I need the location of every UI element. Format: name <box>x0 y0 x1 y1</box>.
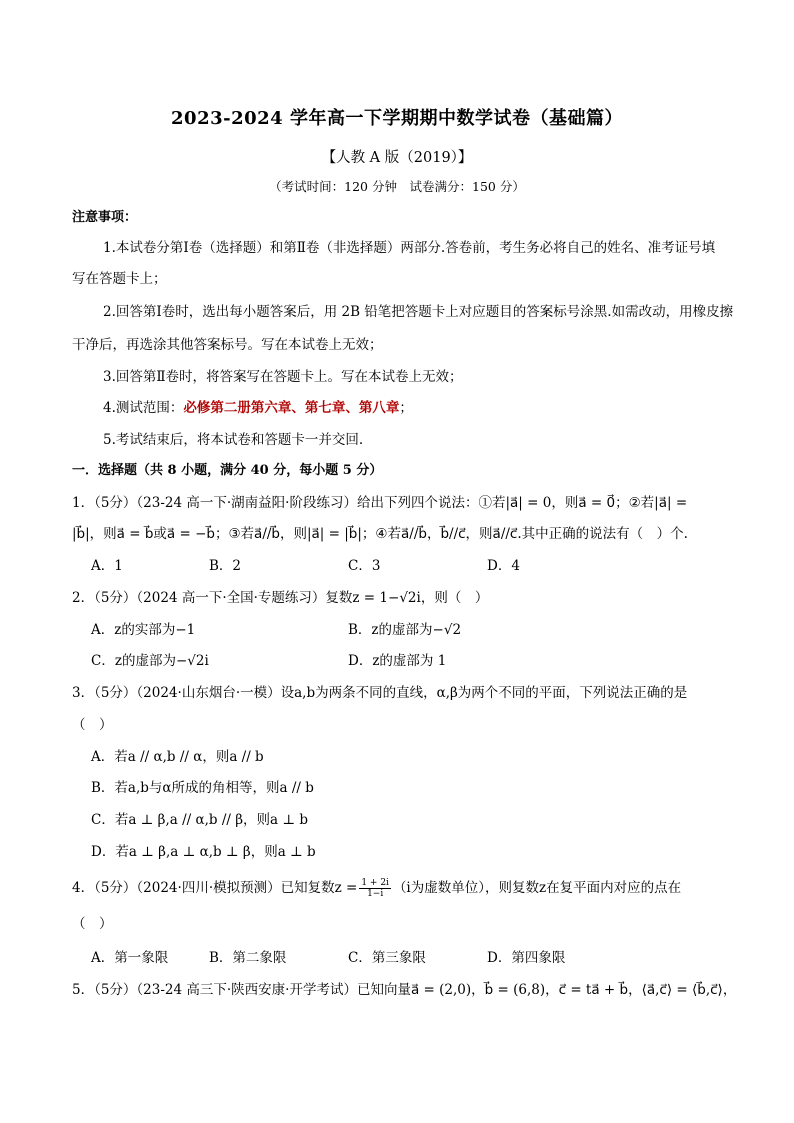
q4-line-1 <box>72 878 681 899</box>
note-1-line-1: 1.本试卷分第Ⅰ卷（选择题）和第Ⅱ卷（非选择题）两部分.答卷前，考生务必将自己的姓名、准考证号填 <box>103 240 716 256</box>
q4-suffix: （i为虚数单位），则复数z在复平面内对应的点在 <box>392 880 682 896</box>
section-1-heading: 一．选择题（共 8 小题，满分 40 分，每小题 5 分） <box>72 463 383 478</box>
q4-fraction-denominator: 1−i <box>367 889 384 899</box>
q3-option-a: A．若a // α,b // α，则a // b <box>91 749 264 765</box>
q4-option-b: B．第二象限 <box>209 950 287 966</box>
note-4 <box>103 398 413 418</box>
q4-option-a: A．第一象限 <box>91 950 169 966</box>
q3-line-1: 3．（5分）（2024·山东烟台·一模）设a,b为两条不同的直线，α,β为两个不同的平面，下列说法正确的是 <box>72 685 688 701</box>
q4-fraction-numerator: 1 + 2i <box>361 878 389 888</box>
exam-meta: （考试时间：120 分钟 试卷满分：150 分） <box>269 179 525 194</box>
q2-option-c: C．z的虚部为−√2i <box>91 653 209 669</box>
note-5: 5.考试结束后，将本试卷和答题卡一并交回. <box>103 432 364 448</box>
q2-option-a: A．z的实部为−1 <box>91 622 196 638</box>
q3-option-d: D．若a ⊥ β,a ⊥ α,b ⊥ β，则a ⊥ b <box>91 844 316 860</box>
edition-label: 【人教 A 版（2019）】 <box>321 150 473 166</box>
note-2-line-1: 2.回答第Ⅰ卷时，选出每小题答案后，用 2B 铅笔把答题卡上对应题目的答案标号涂黑.如需改动，用橡皮擦 <box>103 304 734 320</box>
q3-option-b: B．若a,b与α所成的角相等，则a // b <box>91 780 314 796</box>
q1-option-d: D．4 <box>487 558 520 574</box>
q2-line-1: 2．（5分）（2024 高一下·全国·专题练习）复数z = 1−√2i，则（ ） <box>72 590 489 606</box>
q3-line-2: （ ） <box>72 717 113 733</box>
q1-line-2: |b⃗|，则a⃗ = b⃗或a⃗ = −b⃗；③若a⃗//b⃗，则|a⃗| = |b⃗|；④若a⃗//b⃗，b⃗//c⃗，则a⃗//c⃗.其中正确的说法有（ ）个. <box>72 526 688 542</box>
note-4-prefix: 4.测试范围： <box>103 400 184 416</box>
q1-option-b: B．2 <box>209 558 242 574</box>
note-1-line-2: 写在答题卡上； <box>72 271 167 287</box>
q4-line-2: （ ） <box>72 916 113 932</box>
q4-option-d: D．第四象限 <box>487 950 566 966</box>
q4-option-c: C．第三象限 <box>348 950 426 966</box>
q2-option-b: B．z的虚部为−√2 <box>348 622 462 638</box>
test-range: 必修第二册第六章、第七章、第八章 <box>183 400 400 416</box>
note-3: 3.回答第Ⅱ卷时，将答案写在答题卡上。写在本试卷上无效； <box>103 369 463 385</box>
note-4-suffix: ； <box>399 400 413 416</box>
q1-option-c: C．3 <box>348 558 381 574</box>
note-2-line-2: 干净后，再选涂其他答案标号。写在本试卷上无效； <box>72 337 383 353</box>
q1-option-a: A．1 <box>91 558 123 574</box>
q1-line-1: 1．（5分）（23-24 高一下·湖南益阳·阶段练习）给出下列四个说法：①若|a⃗| = 0，则a⃗ = 0⃗；②若|a⃗| = <box>72 495 688 511</box>
exam-title: 2023-2024 学年高一下学期期中数学试卷（基础篇） <box>171 108 623 129</box>
q4-fraction <box>359 878 391 899</box>
q3-option-c: C．若a ⊥ β,a // α,b // β，则a ⊥ b <box>91 812 308 828</box>
q2-option-d: D．z的虚部为 1 <box>348 653 447 669</box>
q4-prefix: 4．（5分）（2024·四川·模拟预测）已知复数z = <box>72 880 358 896</box>
notes-heading: 注意事项： <box>72 210 138 225</box>
q5-line-1: 5．（5分）（23-24 高三下·陕西安康·开学考试）已知向量a⃗ = (2,0)，b⃗ = (6,8)，c⃗ = ta⃗ + b⃗，⟨a⃗,c⃗⟩ = ⟨b⃗,c⃗⟩， <box>72 982 737 998</box>
